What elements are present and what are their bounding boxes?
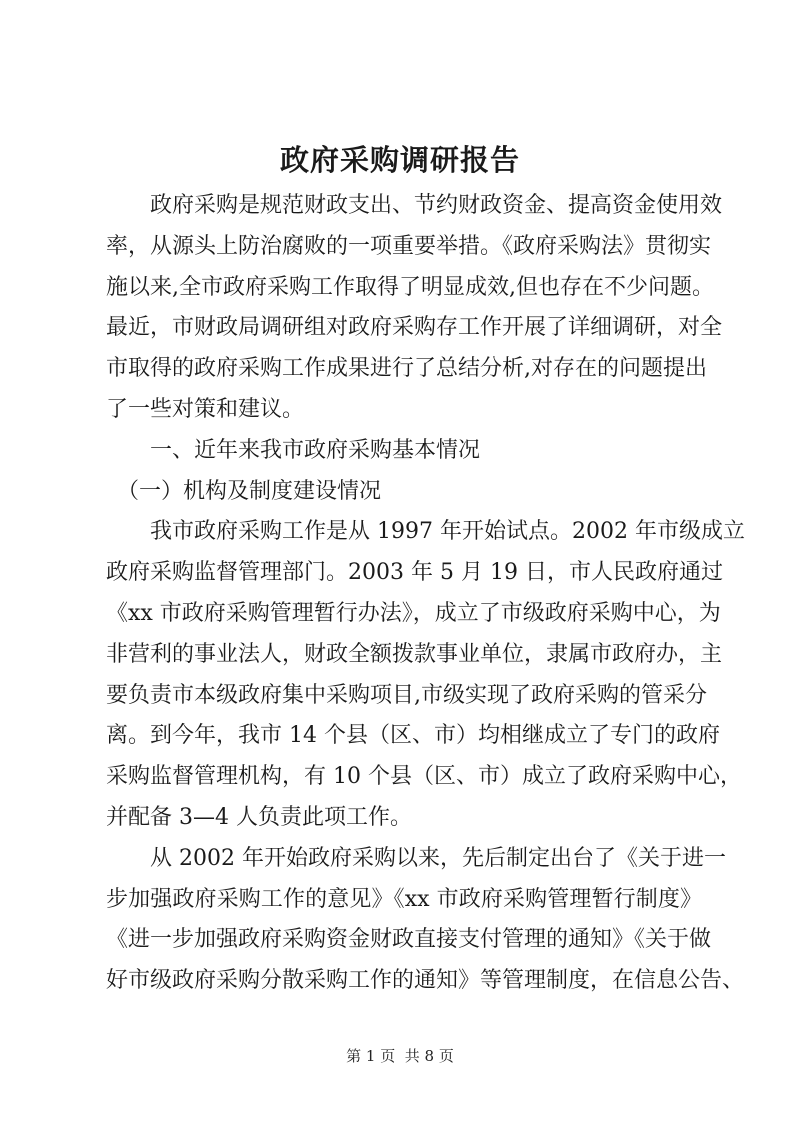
text-line: 最近，市财政局调研组对政府采购存工作开展了详细调研，对全 <box>106 315 723 341</box>
text-line: 率，从源头上防治腐败的一项重要举措。《政府采购法》贯彻实 <box>106 233 712 259</box>
text-line: 步加强政府采购工作的意见》《xx 市政府采购管理暂行制度》 <box>106 886 702 912</box>
text-line: 从 2002 年开始政府采购以来，先后制定出台了《关于进一 <box>106 845 726 871</box>
text-line: 离。到今年，我市 14 个县（区、市）均相继成立了专门的政府 <box>106 723 720 749</box>
text-line: 政府采购监督管理部门。2003 年 5 月 19 日，市人民政府通过 <box>106 560 723 586</box>
page-number-footer: 第 1 页 共 8 页 <box>346 1047 454 1065</box>
text-line: 并配备 3—4 人负责此项工作。 <box>106 804 412 830</box>
text-line: 《进一步加强政府采购资金财政直接支付管理的通知》《关于做 <box>106 927 712 953</box>
subsection-heading: （一）机构及制度建设情况 <box>106 478 382 504</box>
text-line: 非营利的事业法人，财政全额拨款事业单位，隶属市政府办，主 <box>106 641 723 667</box>
text-line: 《xx 市政府采购管理暂行办法》，成立了市级政府采购中心，为 <box>106 600 721 626</box>
document-body <box>106 186 745 1002</box>
text-line: 市取得的政府采购工作成果进行了总结分析,对存在的问题提出 <box>106 356 707 382</box>
text-line: 采购监督管理机构，有 10 个县（区、市）成立了政府采购中心， <box>106 764 742 790</box>
page-title: 政府采购调研报告 <box>279 143 520 177</box>
text-line: 了一些对策和建议。 <box>106 396 305 422</box>
text-line: 好市级政府采购分散采购工作的通知》等管理制度，在信息公告、 <box>106 968 745 994</box>
section-heading: 一、近年来我市政府采购基本情况 <box>106 437 481 463</box>
text-line: 政府采购是规范财政支出、节约财政资金、提高资金使用效 <box>106 193 723 218</box>
text-line: 我市政府采购工作是从 1997 年开始试点。2002 年市级成立 <box>106 519 745 545</box>
text-line: 施以来,全市政府采购工作取得了明显成效,但也存在不少问题。 <box>106 274 714 300</box>
text-line: 要负责市本级政府集中采购项目,市级实现了政府采购的管采分 <box>106 682 707 708</box>
